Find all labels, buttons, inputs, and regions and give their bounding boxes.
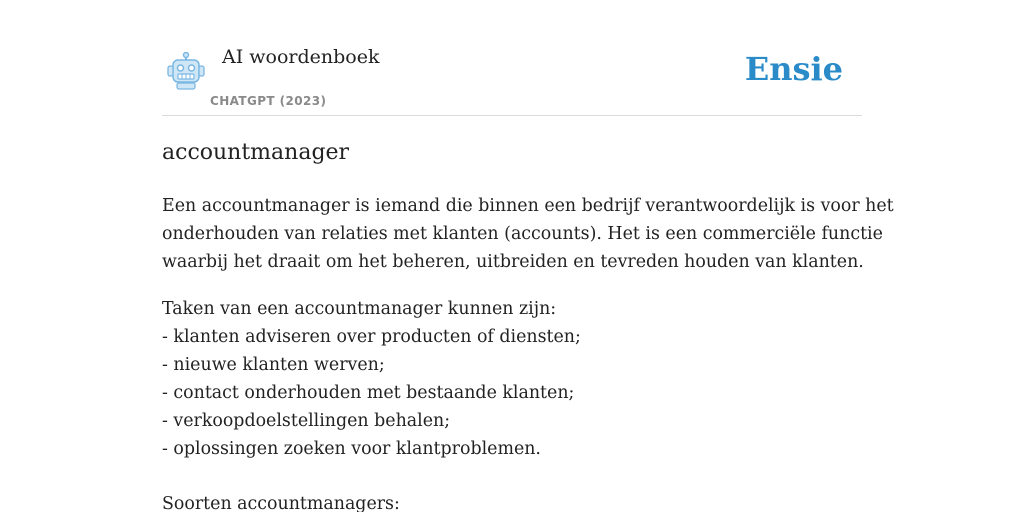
definition-line: Een accountmanager is iemand die binnen een bedrijf verantwoordelijk is voor het [162, 196, 894, 216]
tasks-paragraph [162, 295, 862, 463]
entry-content [162, 192, 894, 482]
task-item: - contact onderhouden met bestaande klanten; [162, 383, 575, 403]
task-item: - oplossingen zoeken voor klantproblemen. [162, 439, 541, 459]
task-item: - klanten adviseren over producten of diensten; [162, 327, 581, 347]
brand-logo-link[interactable]: Ensie [744, 50, 843, 88]
definition-line: waarbij het draait om het beheren, uitbreiden en tevreden houden van klanten. [162, 252, 864, 272]
tasks-heading: Taken van een accountmanager kunnen zijn: [162, 299, 557, 319]
source-subtitle: CHATGPT (2023) [210, 94, 327, 108]
header [162, 0, 862, 116]
entry-term: accountmanager [162, 140, 350, 165]
source-title-link[interactable]: AI woordenboek [222, 46, 380, 68]
definition-paragraph [162, 192, 894, 276]
definition-line: onderhouden van relaties met klanten (accounts). Het is een commerciële functie [162, 224, 883, 244]
page-container [162, 0, 894, 512]
robot-icon [166, 52, 206, 90]
task-item: - nieuwe klanten werven; [162, 355, 385, 375]
types-heading: Soorten accountmanagers: [162, 494, 400, 512]
task-item: - verkoopdoelstellingen behalen; [162, 411, 451, 431]
